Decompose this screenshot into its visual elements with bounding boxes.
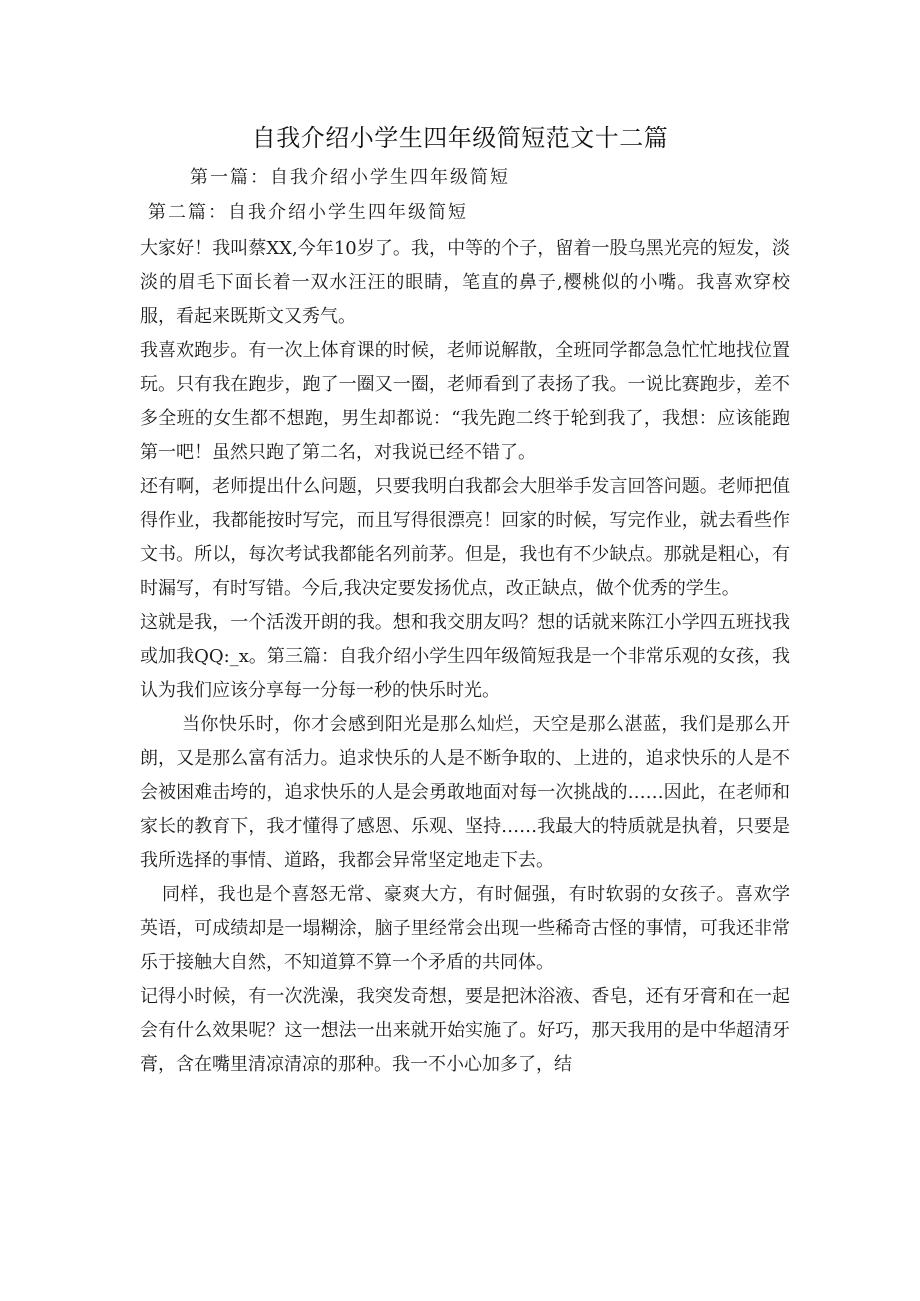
section-heading-1: 第一篇：自我介绍小学生四年级简短 — [190, 167, 510, 188]
paragraph-intro: 大家好！我叫蔡XX,今年10岁了。我，中等的个子，留着一股乌黑光亮的短发，淡淡的眉毛下面长着一双水汪汪的眼睛，笔直的鼻子,樱桃似的小嘴。我喜欢穿校服，看起来既斯文又秀气。 — [140, 238, 790, 327]
paragraph-running: 我喜欢跑步。有一次上体育课的时候，老师说解散，全班同学都急急忙忙地找位置玩。只有我在跑步，跑了一圈又一圈，老师看到了表扬了我。一说比赛跑步，差不多全班的女生都不想跑，男生却都说：“我先跑二终于轮到我了，我想：应该能跑第一吧！虽然只跑了第二名，对我说已经不错了。 — [140, 340, 790, 463]
paragraph-memory: 记得小时候，有一次洗澡，我突发奇想，要是把沐浴液、香皂，还有牙膏和在一起会有什么效果呢？这一想法一出来就开始实施了。好巧，那天我用的是中华超清牙膏，含在嘴里清凉清凉的那种。我一不小心加多了，结 — [140, 986, 790, 1075]
document-body — [140, 232, 790, 1082]
paragraph-study: 还有啊，老师提出什么问题，只要我明白我都会大胆举手发言回答问题。老师把值得作业，我都能按时写完，而且写得很漂亮！回家的时候，写完作业，就去看些作文书。所以，每次考试我都能名列前茅。但是，我也有不少缺点。那就是粗心，有时漏写，有时写错。今后,我决定要发扬优点，改正缺点，做个优秀的学生。 — [140, 476, 790, 599]
section-heading-2: 第二篇：自我介绍小学生四年级简短 — [148, 202, 468, 223]
paragraph-personality: 同样，我也是个喜怒无常、豪爽大方，有时倔强，有时软弱的女孩子。喜欢学英语，可成绩却是一塌糊涂，脑子里经常会出现一些稀奇古怪的事情，可我还非常乐于接触大自然，不知道算不算一个矛盾的共同体。 — [140, 884, 790, 973]
document-title: 自我介绍小学生四年级简短范文十二篇 — [251, 124, 669, 152]
paragraph-friends: 这就是我，一个活泼开朗的我。想和我交朋友吗？想的话就来陈江小学四五班找我或加我QQ:_x。第三篇：自我介绍小学生四年级简短我是一个非常乐观的女孩，我认为我们应该分享每一分每一秒的快乐时光。 — [140, 612, 790, 701]
paragraph-happiness: 当你快乐时，你才会感到阳光是那么灿烂，天空是那么湛蓝，我们是那么开朗，又是那么富有活力。追求快乐的人是不断争取的、上进的，追求快乐的人是不会被困难击垮的，追求快乐的人是会勇敢地面对每一次挑战的……因此，在老师和家长的教育下，我才懂得了感恩、乐观、坚持……我最大的特质就是执着，只要是我所选择的事情、道路，我都会异常坚定地走下去。 — [140, 714, 790, 871]
